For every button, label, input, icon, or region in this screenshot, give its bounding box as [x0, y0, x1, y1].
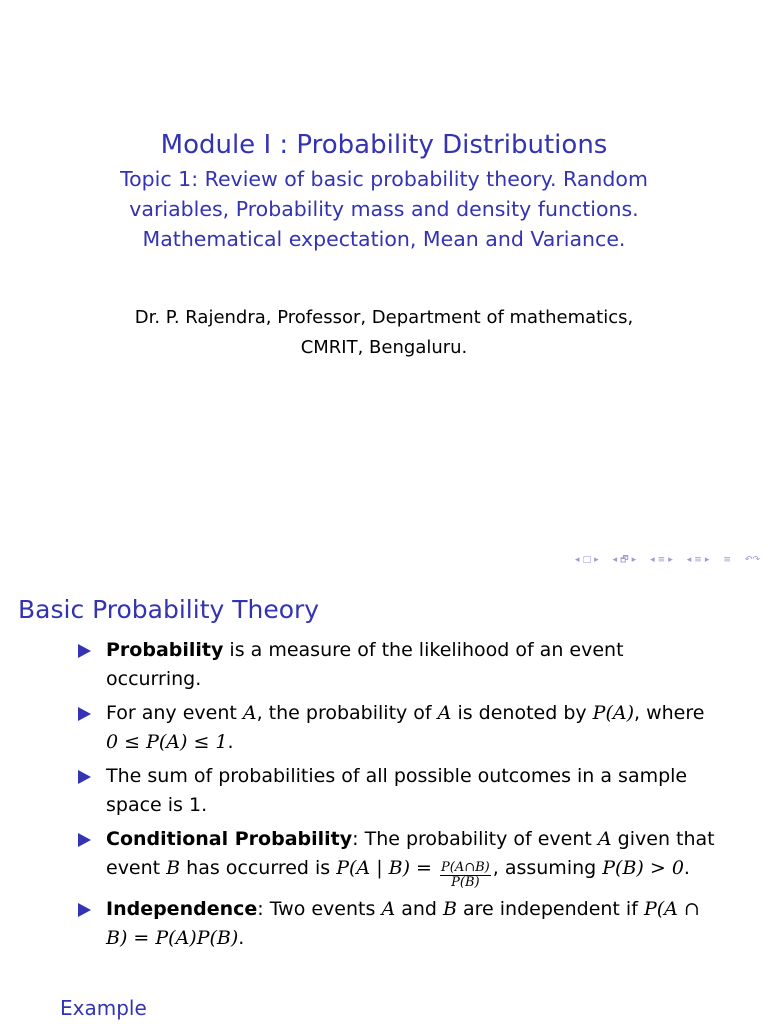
triangle-bullet-icon	[78, 903, 91, 917]
beamer-navigation-bar	[575, 554, 760, 566]
subtitle-line: Mathematical expectation, Mean and Variance.	[142, 227, 626, 251]
nav-document-icon[interactable]: ≡	[723, 555, 731, 565]
bullet-probability	[76, 636, 716, 694]
fraction-numerator: P(A∩B)	[441, 860, 490, 875]
bullet-conditional-probability	[76, 825, 716, 890]
math-a: A	[437, 702, 452, 724]
subtitle	[80, 164, 688, 254]
math-conditional-lhs: P(A | B) =	[336, 857, 439, 879]
nav-prev-section-icon[interactable]: ◂	[686, 555, 692, 565]
bullet-text: , the probability of	[256, 702, 438, 724]
nav-frame-icon[interactable]: 🗗	[620, 555, 629, 565]
frame-title: Basic Probability Theory	[18, 595, 320, 624]
bullet-text: is denoted by	[451, 702, 593, 724]
bullet-text: given that event	[106, 828, 715, 879]
bullet-text: : Two events	[257, 898, 382, 920]
triangle-bullet-icon	[78, 833, 91, 847]
nav-subsection-icon[interactable]: ≡	[657, 555, 666, 565]
subtitle-line: variables, Probability mass and density functions.	[129, 197, 639, 221]
math-a: A	[242, 702, 257, 724]
math-b: B	[443, 898, 457, 920]
bullet-text: : The probability of event	[352, 828, 598, 850]
bullet-text: The sum of probabilities of all possible outcomes in a sample space is 1.	[106, 765, 688, 816]
bullet-text: and	[395, 898, 443, 920]
nav-slide-icon[interactable]: □	[582, 555, 592, 565]
math-independence-equation: P(A ∩ B) = P(A)P(B)	[106, 898, 700, 949]
bullet-text: .	[227, 731, 234, 753]
nav-prev-frame-icon[interactable]: ◂	[612, 555, 618, 565]
nav-next-slide-icon[interactable]: ▸	[594, 555, 599, 565]
math-b: B	[166, 857, 181, 879]
bullet-list	[76, 636, 716, 958]
term-conditional-probability: Conditional Probability	[106, 828, 353, 850]
bullet-text: .	[683, 857, 690, 879]
author-line: Dr. P. Rajendra, Professor, Department of mathematics,	[134, 307, 634, 328]
author	[60, 303, 708, 363]
math-condition: P(B) > 0	[602, 857, 684, 879]
nav-next-frame-icon[interactable]: ▸	[631, 555, 637, 565]
bullet-text: is a measure of the likelihood of an event occurring.	[106, 639, 624, 690]
main-title: Module I : Probability Distributions	[160, 130, 608, 160]
term-probability: Probability	[106, 639, 224, 661]
bullet-text: , assuming	[492, 857, 603, 879]
author-line: CMRIT, Bengaluru.	[300, 337, 468, 358]
term-independence: Independence	[106, 898, 258, 920]
nav-back-forward-icon[interactable]: ↶↷	[744, 555, 760, 565]
bullet-text: For any event	[106, 702, 243, 724]
nav-next-subsection-icon[interactable]: ▸	[668, 555, 673, 565]
bullet-independence	[76, 895, 716, 953]
bullet-event-notation	[76, 699, 716, 757]
basic-probability-slide	[0, 576, 768, 1024]
triangle-bullet-icon	[78, 644, 91, 658]
math-fraction	[440, 861, 491, 890]
example-block-title: Example	[60, 996, 147, 1020]
bullet-text: , where	[634, 702, 705, 724]
triangle-bullet-icon	[78, 707, 91, 721]
bullet-text: .	[238, 927, 245, 949]
fraction-denominator: P(B)	[451, 875, 480, 890]
subtitle-line: Topic 1: Review of basic probability theory. Random	[120, 167, 648, 191]
nav-prev-subsection-icon[interactable]: ◂	[650, 555, 655, 565]
triangle-bullet-icon	[78, 770, 91, 784]
nav-prev-slide-icon[interactable]: ◂	[575, 555, 580, 565]
bullet-text: has occurred is	[180, 857, 337, 879]
math-inequality: 0 ≤ P(A) ≤ 1	[106, 731, 228, 753]
nav-next-section-icon[interactable]: ▸	[704, 555, 710, 565]
math-a: A	[381, 898, 396, 920]
math-a: A	[597, 828, 612, 850]
nav-section-icon[interactable]: ≡	[694, 555, 702, 565]
bullet-text: are independent if	[456, 898, 644, 920]
math-p-of-a: P(A)	[592, 702, 635, 724]
bullet-sum-of-probabilities	[76, 762, 716, 820]
